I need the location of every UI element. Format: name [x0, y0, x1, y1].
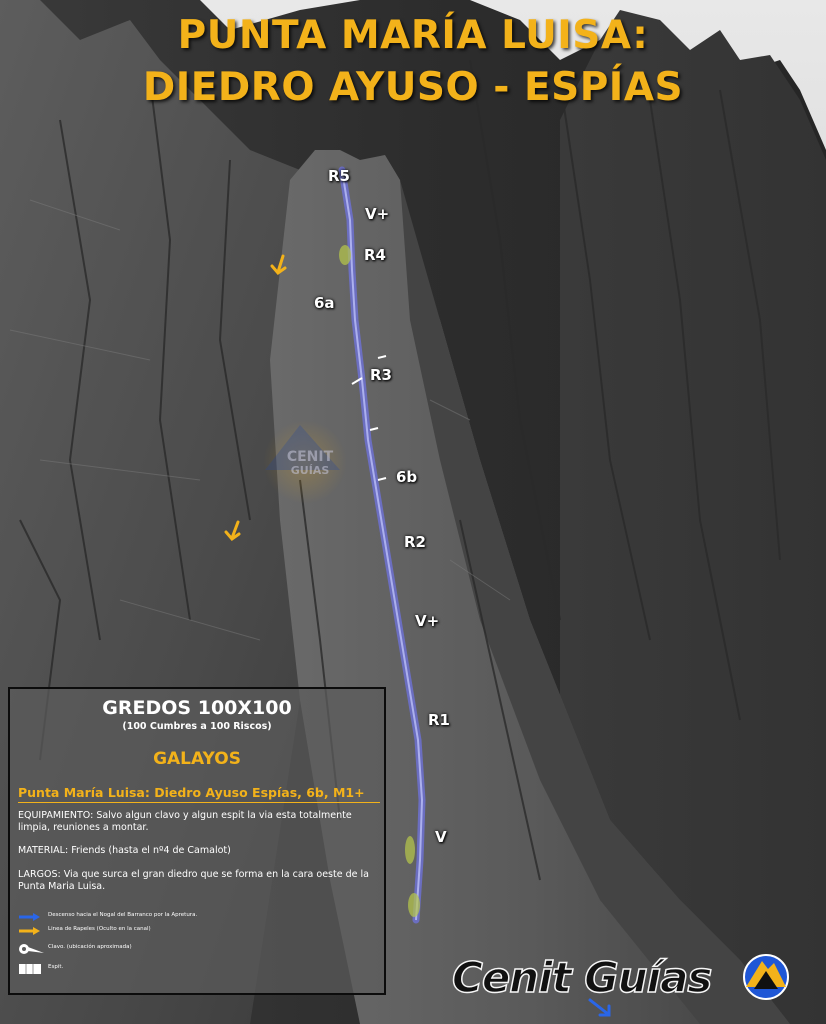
- piton-icon: [18, 941, 44, 957]
- panel-subtitle: (100 Cumbres a 100 Riscos): [122, 721, 272, 732]
- panel-route-name: Punta María Luisa: Diedro Ayuso Espías, 6b, M1+: [18, 785, 365, 800]
- largos-label: LARGOS:: [18, 869, 61, 880]
- watermark-line2: GUÍAS: [290, 464, 330, 477]
- legend-text-descent: Descenso hacia el Nogal del Barranco por la Apretura.: [48, 912, 198, 918]
- label-r2: R2: [404, 533, 426, 551]
- material-paragraph: [18, 845, 380, 857]
- label-r3: R3: [370, 366, 392, 384]
- label-6a: 6a: [314, 294, 335, 312]
- equipamiento-paragraph: [18, 810, 380, 834]
- material-text: Friends (hasta el nº4 de Camalot): [71, 845, 231, 856]
- equipamiento-label: EQUIPAMIENTO:: [18, 810, 94, 821]
- yellow-arrow-icon: [18, 925, 42, 937]
- material-label: MATERIAL:: [18, 845, 69, 856]
- legend-text-piton: Clavo. (ubicación aproximada): [48, 944, 132, 950]
- largos-paragraph: [18, 869, 380, 893]
- label-r1: R1: [428, 711, 450, 729]
- label-vplus-top: V+: [365, 205, 390, 223]
- equipamiento-text: Salvo algun clavo y algun espit la via esta totalmente limpia, reuniones a montar.: [18, 810, 352, 833]
- watermark-line1: CENIT: [286, 449, 334, 465]
- panel-area: GALAYOS: [153, 749, 241, 769]
- panel-divider: [18, 802, 380, 803]
- legend-text-rappel: Linea de Rapeles (Oculto en la canal): [48, 926, 151, 932]
- mountain-logo-icon: [738, 953, 794, 1001]
- label-r4: R4: [364, 246, 386, 264]
- label-6b: 6b: [396, 468, 418, 486]
- route-info-panel: [8, 687, 386, 995]
- label-v: V: [435, 828, 447, 846]
- page-title-line2: DIEDRO AYUSO - ESPÍAS: [142, 65, 684, 110]
- panel-title: GREDOS 100X100: [102, 697, 292, 719]
- label-r5: R5: [328, 167, 350, 185]
- blue-arrow-icon: [18, 911, 42, 923]
- watermark-text: [270, 450, 350, 478]
- label-vplus-mid: V+: [415, 612, 440, 630]
- legend-text-bolt: Espit.: [48, 964, 64, 970]
- page-title-line1: PUNTA MARÍA LUISA:: [177, 13, 649, 58]
- logo-text: Cenit Guías: [452, 953, 712, 1002]
- cenit-guias-logo: [452, 953, 812, 1005]
- largos-text: Via que surca el gran diedro que se forma en la cara oeste de la Punta Maria Luisa.: [18, 869, 369, 892]
- bolt-icon: [18, 962, 44, 976]
